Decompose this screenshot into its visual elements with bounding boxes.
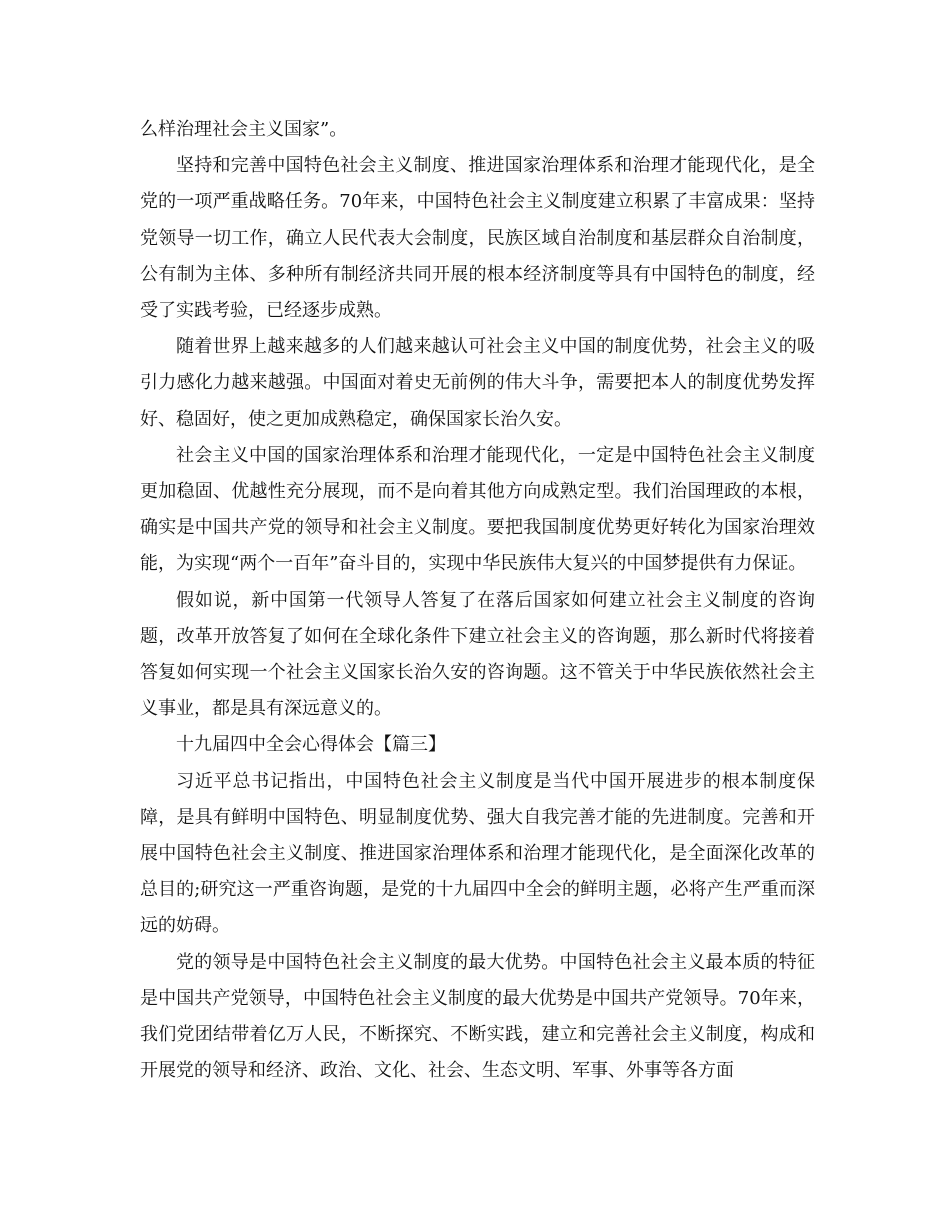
paragraph: 坚持和完善中国特色社会主义制度、推进国家治理体系和治理才能现代化，是全党的一项严重战略任务。70年来，中国特色社会主义制度建立积累了丰富成果：坚持党领导一切工作，确立人民代表大会制度，民族区域自治制度和基层群众自治制度，公有制为主体、多种所有制经济共同开展的根本经济制度等具有中国特色的制度，经受了实践考验，已经逐步成熟。	[140, 155, 815, 322]
paragraph: 社会主义中国的国家治理体系和治理才能现代化，一定是中国特色社会主义制度更加稳固、优越性充分展现，而不是向着其他方向成熟定型。我们治国理政的本根，确实是中国共产党的领导和社会主义制度。要把我国制度优势更好转化为国家治理效能，为实现“两个一百年”奋斗目的，实现中华民族伟大复兴的中国梦提供有力保证。	[140, 444, 815, 575]
paragraph: 随着世界上越来越多的人们越来越认可社会主义中国的制度优势，社会主义的吸引力感化力越来越强。中国面对着史无前例的伟大斗争，需要把本人的制度优势发挥好、稳固好，使之更加成熟稳定，确保国家长治久安。	[140, 336, 815, 430]
paragraph: 党的领导是中国特色社会主义制度的最大优势。中国特色社会主义最本质的特征是中国共产党领导，中国特色社会主义制度的最大优势是中国共产党领导。70年来，我们党团结带着亿万人民，不断探究、不断实践，建立和完善社会主义制度，构成和开展党的领导和经济、政治、文化、社会、生态文明、军事、外事等各方面	[140, 951, 815, 1082]
paragraph-continuation: 么样治理社会主义国家”。	[140, 119, 348, 140]
document-page	[140, 112, 815, 1089]
section-heading: 十九届四中全会心得体会【篇三】	[176, 734, 446, 756]
paragraph: 假如说，新中国第一代领导人答复了在落后国家如何建立社会主义制度的咨询题，改革开放答复了如何在全球化条件下建立社会主义的咨询题，那么新时代将接着答复如何实现一个社会主义国家长治久安的咨询题。这不管关于中华民族依然社会主义事业，都是具有深远意义的。	[140, 589, 815, 720]
paragraph: 习近平总书记指出，中国特色社会主义制度是当代中国开展进步的根本制度保障，是具有鲜明中国特色、明显制度优势、强大自我完善才能的先进制度。完善和开展中国特色社会主义制度、推进国家治理体系和治理才能现代化，是全面深化改革的总目的;研究这一严重咨询题，是党的十九届四中全会的鲜明主题，必将产生严重而深远的妨碍。	[140, 770, 815, 937]
